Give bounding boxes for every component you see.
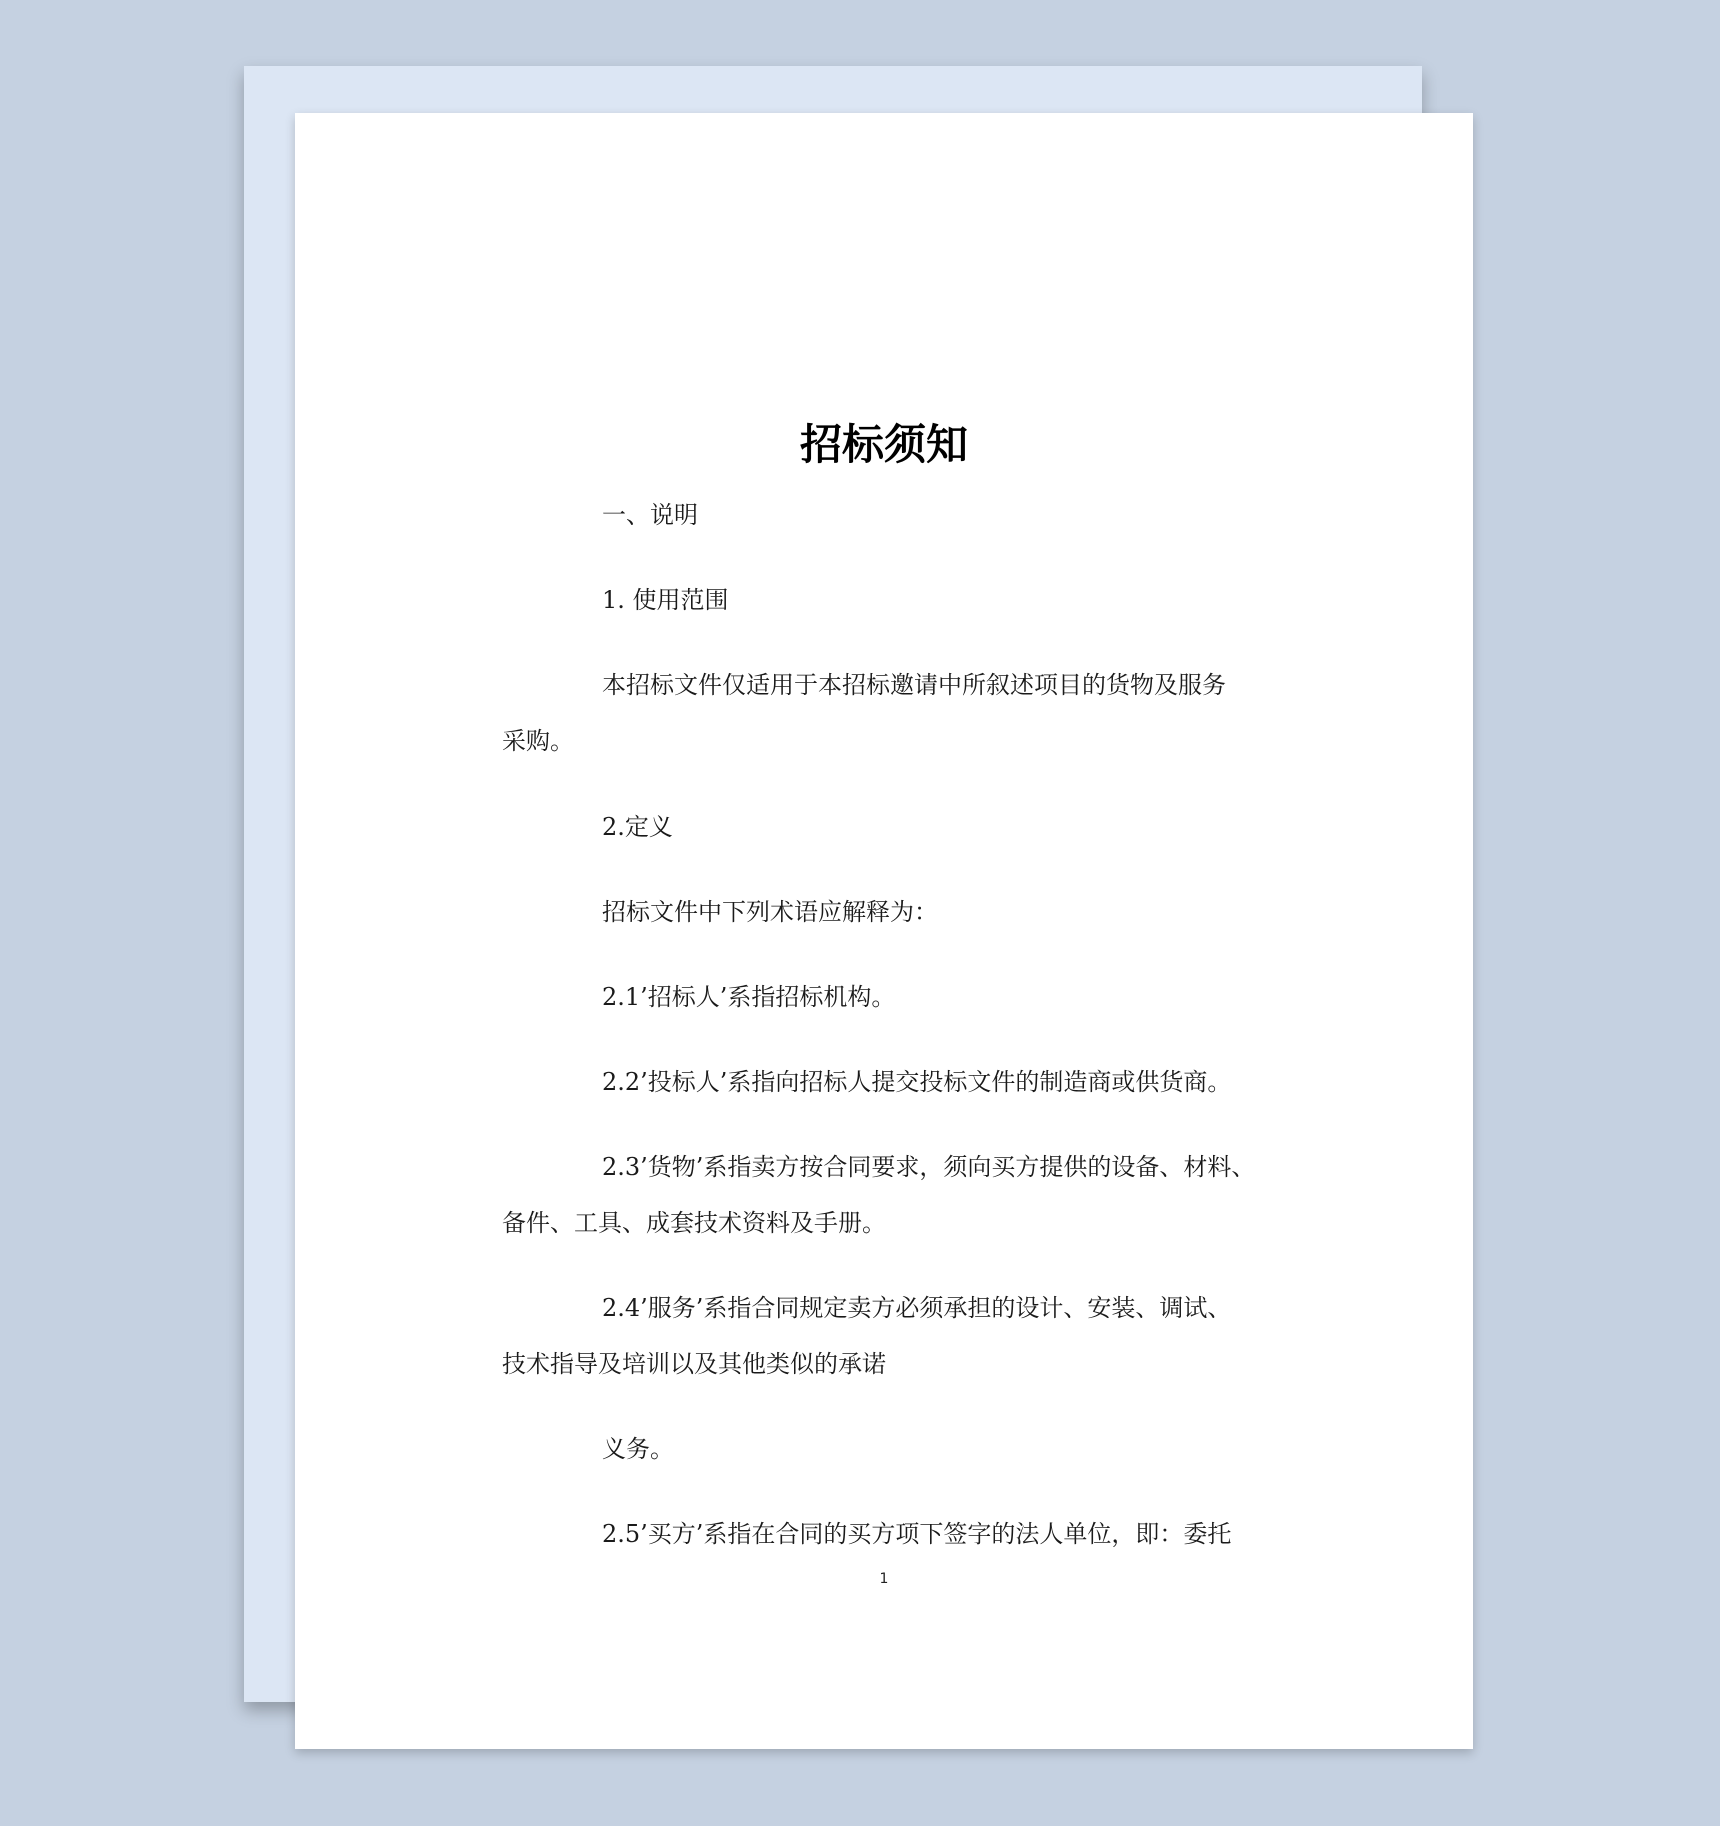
document-page xyxy=(295,113,1473,1749)
paragraph-line: 备件、工具、成套技术资料及手册。 xyxy=(502,1209,886,1237)
clause-scope-heading: 1. 使用范围 xyxy=(602,586,729,614)
definition-item: 2.1’招标人’系指招标机构。 xyxy=(602,983,896,1011)
definition-item: 2.4’服务’系指合同规定卖方必须承担的设计、安装、调试、 xyxy=(602,1294,1232,1322)
section-heading-explanation: 一、说明 xyxy=(602,501,698,529)
definition-item: 2.5’买方’系指在合同的买方项下签字的法人单位，即：委托 xyxy=(602,1520,1232,1548)
document-title: 招标须知 xyxy=(799,420,968,469)
paragraph-line: 招标文件中下列术语应解释为： xyxy=(602,898,938,926)
paragraph-line: 义务。 xyxy=(602,1435,674,1463)
definition-item: 2.2’投标人’系指向招标人提交投标文件的制造商或供货商。 xyxy=(602,1068,1232,1096)
clause-definition-heading: 2.定义 xyxy=(602,813,673,841)
paragraph-line: 技术指导及培训以及其他类似的承诺 xyxy=(502,1350,886,1378)
paragraph-line: 采购。 xyxy=(502,727,574,755)
definition-item: 2.3’货物’系指卖方按合同要求，须向买方提供的设备、材料、 xyxy=(602,1153,1256,1181)
page-number: 1 xyxy=(879,1571,889,1587)
paragraph-line: 本招标文件仅适用于本招标邀请中所叙述项目的货物及服务 xyxy=(602,671,1226,699)
